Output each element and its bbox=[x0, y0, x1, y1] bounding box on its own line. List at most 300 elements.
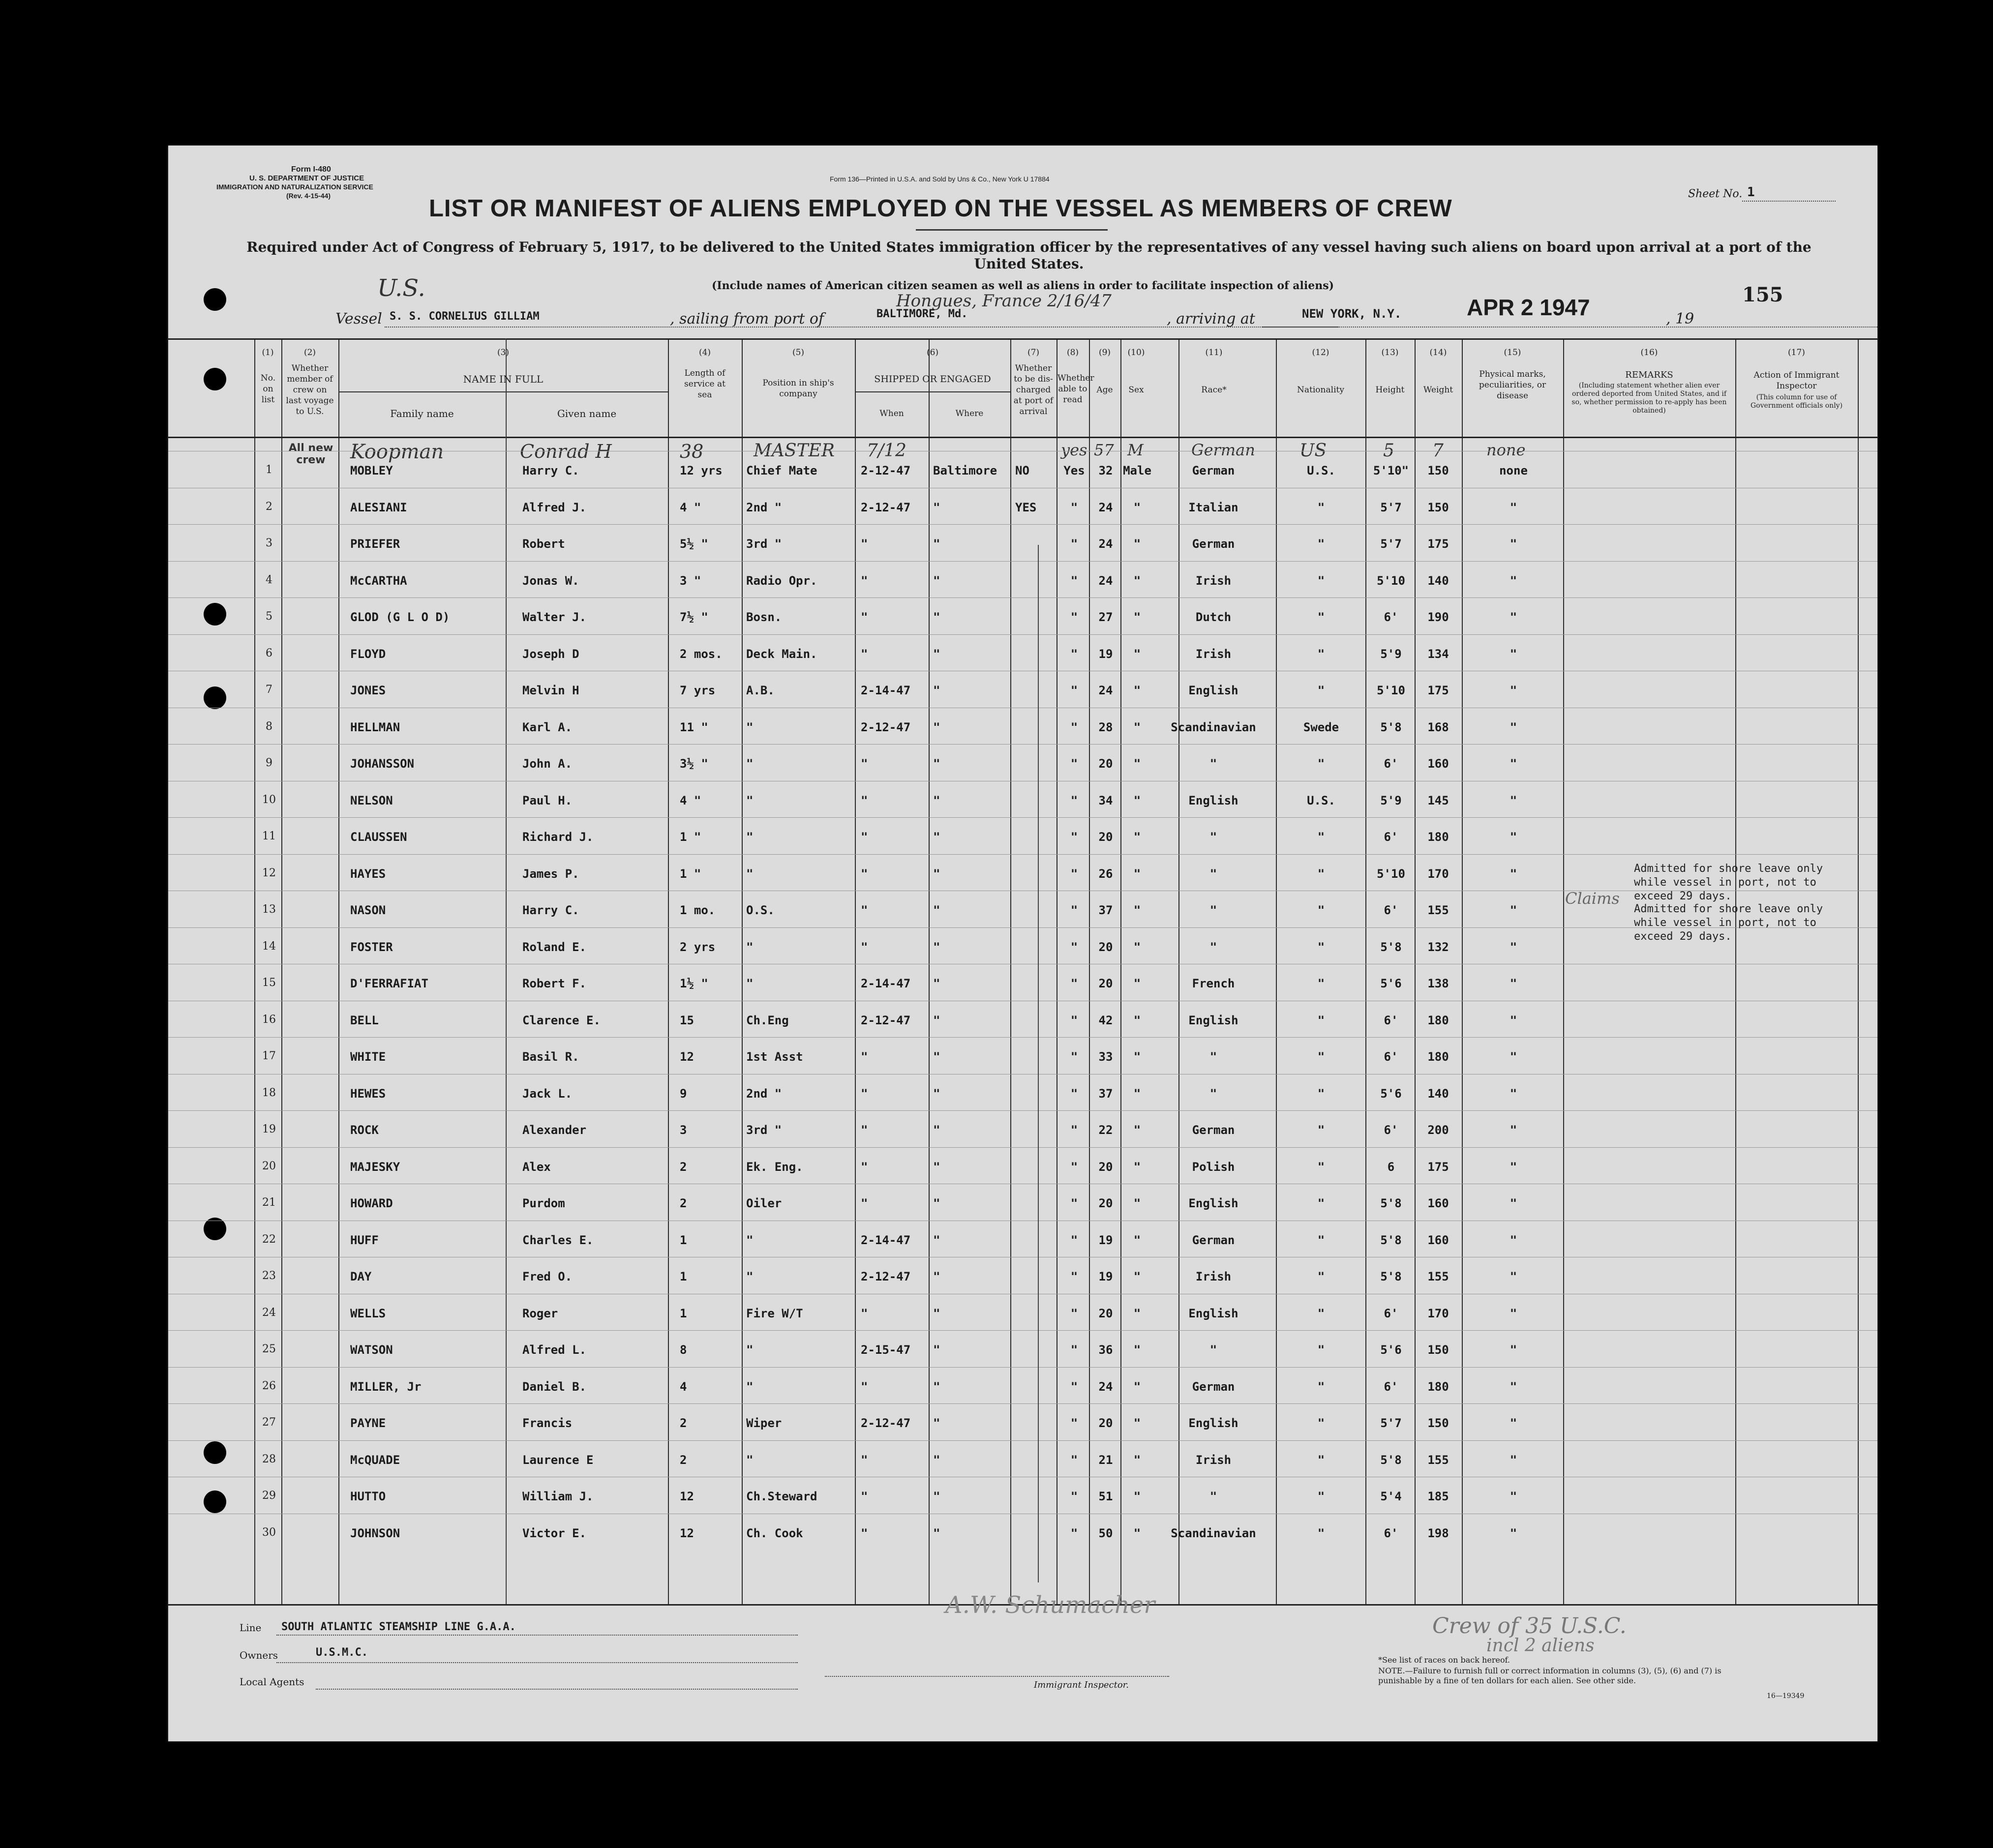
cell-age: 33 bbox=[1098, 1050, 1113, 1064]
cell-when: 2-12-47 bbox=[861, 464, 911, 477]
cell-sex: " bbox=[1133, 1233, 1141, 1247]
cell-sex: " bbox=[1133, 1123, 1141, 1137]
row-rule bbox=[168, 1037, 1877, 1038]
cell-service: 1 bbox=[680, 1307, 687, 1320]
col10-num: (10) bbox=[1127, 348, 1145, 358]
cell-position: " bbox=[746, 830, 754, 844]
cell-race: French bbox=[1192, 977, 1235, 990]
cell-position: " bbox=[746, 1453, 754, 1467]
cell-age: 20 bbox=[1098, 1196, 1113, 1210]
cell-position: " bbox=[746, 1270, 754, 1283]
inspector-signature: A.W. Schumacher bbox=[945, 1591, 1155, 1619]
cell-weight: 155 bbox=[1427, 1453, 1449, 1467]
cell-read: " bbox=[1070, 1050, 1078, 1064]
cell-position: " bbox=[746, 1343, 754, 1357]
cell-no: 9 bbox=[266, 757, 272, 769]
cell-height: 5'8 bbox=[1380, 1270, 1402, 1283]
cell-service: 4 " bbox=[680, 794, 701, 807]
cell-position: " bbox=[746, 1233, 754, 1247]
cell-weight: 185 bbox=[1427, 1490, 1449, 1503]
cell-weight: 150 bbox=[1427, 1416, 1449, 1430]
cell-age: 20 bbox=[1098, 830, 1113, 844]
col-divider bbox=[855, 338, 856, 1605]
cell-nat: " bbox=[1317, 684, 1325, 697]
cell-read: " bbox=[1070, 1270, 1078, 1283]
col6a-header: When bbox=[879, 409, 904, 418]
cell-marks: " bbox=[1510, 1526, 1517, 1540]
cell-when: " bbox=[861, 1453, 868, 1467]
cell-nat: " bbox=[1317, 1196, 1325, 1210]
cell-sex: " bbox=[1133, 1270, 1141, 1283]
cell-given: Charles E. bbox=[522, 1233, 594, 1247]
master-given: Conrad H bbox=[520, 441, 612, 462]
cell-no: 16 bbox=[262, 1013, 276, 1026]
col3a-header: Family name bbox=[390, 408, 454, 419]
cell-given: Jack L. bbox=[522, 1087, 573, 1101]
cell-race: " bbox=[1209, 1050, 1217, 1064]
master-when: 7/12 bbox=[867, 441, 906, 461]
cell-sex: " bbox=[1133, 1526, 1141, 1540]
cell-marks: " bbox=[1510, 501, 1517, 514]
cell-family: MAJESKY bbox=[350, 1160, 400, 1174]
cell-read: " bbox=[1070, 940, 1078, 954]
cell-read: " bbox=[1070, 1233, 1078, 1247]
cell-read: " bbox=[1070, 794, 1078, 807]
col-divider bbox=[1120, 338, 1121, 1605]
cell-where: " bbox=[933, 757, 940, 771]
col12-num: (12) bbox=[1312, 348, 1329, 358]
cell-no: 4 bbox=[266, 574, 272, 586]
cell-service: 2 yrs bbox=[680, 940, 716, 954]
cell-height: 6' bbox=[1384, 757, 1398, 771]
col2-num: (2) bbox=[303, 348, 316, 358]
cell-where: " bbox=[933, 647, 940, 661]
cell-family: CLAUSSEN bbox=[350, 830, 407, 844]
cell-no: 24 bbox=[262, 1307, 276, 1319]
cell-no: 23 bbox=[262, 1270, 276, 1282]
cell-position: Fire W/T bbox=[746, 1307, 803, 1320]
col1-header: No. on list bbox=[260, 373, 276, 405]
col14-header: Weight bbox=[1423, 385, 1453, 395]
cell-weight: 180 bbox=[1427, 830, 1449, 844]
cell-height: 6' bbox=[1384, 1050, 1398, 1064]
cell-read: " bbox=[1070, 1087, 1078, 1101]
row-rule bbox=[168, 927, 1877, 928]
cell-nat: " bbox=[1317, 1380, 1325, 1394]
cell-height: 5'8 bbox=[1380, 940, 1402, 954]
cell-no: 19 bbox=[262, 1123, 276, 1135]
cell-age: 24 bbox=[1098, 1380, 1113, 1394]
cell-given: Alexander bbox=[522, 1123, 587, 1137]
cell-family: HUTTO bbox=[350, 1490, 386, 1503]
cell-nat: " bbox=[1317, 1453, 1325, 1467]
cell-given: John A. bbox=[522, 757, 573, 771]
cell-sex: " bbox=[1133, 501, 1141, 514]
cell-height: 5'6 bbox=[1380, 1343, 1402, 1357]
cell-service: 1 " bbox=[680, 830, 701, 844]
table-top-rule bbox=[168, 338, 1877, 340]
cell-service: 12 yrs bbox=[680, 464, 723, 477]
col17-num: (17) bbox=[1788, 348, 1805, 358]
col16-header: REMARKS bbox=[1625, 370, 1673, 380]
cell-no: 11 bbox=[262, 830, 276, 842]
cell-weight: 140 bbox=[1427, 1087, 1449, 1101]
cell-service: 1 " bbox=[680, 867, 701, 881]
cell-nat: " bbox=[1317, 1270, 1325, 1283]
cell-race: German bbox=[1192, 1123, 1235, 1137]
cell-weight: 140 bbox=[1427, 574, 1449, 588]
form-number: Form I-480 bbox=[291, 165, 331, 174]
cell-sex: " bbox=[1133, 1416, 1141, 1430]
crew-count-note: Crew of 35 U.S.C. bbox=[1432, 1613, 1627, 1639]
cell-given: James P. bbox=[522, 867, 579, 881]
cell-nat: " bbox=[1317, 903, 1325, 917]
cell-marks: none bbox=[1499, 464, 1528, 477]
cell-nat: " bbox=[1317, 1307, 1325, 1320]
arriving-line bbox=[1263, 327, 1877, 328]
cell-race: English bbox=[1188, 1307, 1238, 1320]
footer-note: NOTE.—Failure to furnish full or correct information in columns (3), (5), (6) and (7) is punishable by a fine of ten dollars for each alien. See other side. bbox=[1378, 1666, 1721, 1685]
title-rule bbox=[916, 229, 1108, 231]
cell-weight: 175 bbox=[1427, 684, 1449, 697]
cell-race: Irish bbox=[1195, 574, 1232, 588]
cell-given: Francis bbox=[522, 1416, 573, 1430]
cell-marks: " bbox=[1510, 1013, 1517, 1027]
cell-family: JOHANSSON bbox=[350, 757, 415, 771]
cell-service: 4 " bbox=[680, 501, 701, 514]
subtitle: Required under Act of Congress of February 5, 1917, to be delivered to the United States immigration officer by the representatives of any vessel having such aliens on board upon arrival at a port of the United States. bbox=[246, 239, 1812, 272]
cell-discharge: NO bbox=[1015, 464, 1029, 477]
col9-num: (9) bbox=[1098, 348, 1111, 358]
master-nationality: US bbox=[1299, 441, 1327, 461]
cell-family: FLOYD bbox=[350, 647, 386, 661]
cell-age: 37 bbox=[1098, 1087, 1113, 1101]
cell-family: D'FERRAFIAT bbox=[350, 977, 428, 990]
cell-where: " bbox=[933, 1490, 940, 1503]
cell-read: " bbox=[1070, 501, 1078, 514]
col16-num: (16) bbox=[1640, 348, 1658, 358]
cell-race: German bbox=[1192, 1233, 1235, 1247]
col9-header: Age bbox=[1096, 385, 1113, 395]
col-divider bbox=[281, 338, 282, 1605]
cell-age: 24 bbox=[1098, 574, 1113, 588]
cell-height: 5'6 bbox=[1380, 977, 1402, 990]
cell-where: " bbox=[933, 537, 940, 551]
col6b-header: Where bbox=[955, 409, 984, 418]
cell-no: 25 bbox=[262, 1343, 276, 1355]
master-read: yes bbox=[1061, 441, 1087, 459]
master-race: German bbox=[1191, 441, 1255, 459]
cell-age: 20 bbox=[1098, 1307, 1113, 1320]
form-code: 16—19349 bbox=[1767, 1692, 1805, 1700]
cell-when: " bbox=[861, 794, 868, 807]
discharge-ditto-line bbox=[1038, 545, 1039, 1582]
cell-nat: " bbox=[1317, 1526, 1325, 1540]
col3b-header: Given name bbox=[557, 408, 617, 419]
cell-age: 19 bbox=[1098, 647, 1113, 661]
cell-nat: " bbox=[1317, 1490, 1325, 1503]
cell-given: Basil R. bbox=[522, 1050, 579, 1064]
sheet-label: Sheet No. bbox=[1688, 188, 1743, 200]
cell-sex: " bbox=[1133, 794, 1141, 807]
cell-marks: " bbox=[1510, 830, 1517, 844]
cell-family: McCARTHA bbox=[350, 574, 407, 588]
cell-marks: " bbox=[1510, 1050, 1517, 1064]
row-rule bbox=[168, 1110, 1877, 1111]
cell-given: Karl A. bbox=[522, 720, 573, 734]
manifest-sheet bbox=[168, 146, 1877, 1741]
port-line bbox=[817, 327, 1339, 328]
cell-weight: 170 bbox=[1427, 867, 1449, 881]
cell-height: 5'7 bbox=[1380, 501, 1402, 514]
cell-position: 3rd " bbox=[746, 1123, 782, 1137]
cell-position: O.S. bbox=[746, 903, 775, 917]
cell-marks: " bbox=[1510, 610, 1517, 624]
cell-no: 2 bbox=[266, 501, 272, 513]
cell-given: Alfred L. bbox=[522, 1343, 587, 1357]
sheet-line bbox=[1742, 201, 1836, 202]
col8-header: Whether able to read bbox=[1057, 373, 1094, 405]
cell-marks: " bbox=[1510, 537, 1517, 551]
cell-weight: 134 bbox=[1427, 647, 1449, 661]
inspector-rule bbox=[825, 1676, 1169, 1677]
cell-age: 50 bbox=[1098, 1526, 1113, 1540]
cell-service: 7½ " bbox=[680, 610, 708, 624]
cell-position: 2nd " bbox=[746, 1087, 782, 1101]
col3-num: (3) bbox=[497, 348, 510, 358]
cell-read: " bbox=[1070, 647, 1078, 661]
cell-service: 2 bbox=[680, 1196, 687, 1210]
cell-read: " bbox=[1070, 1526, 1078, 1540]
cell-family: HUFF bbox=[350, 1233, 379, 1247]
cell-read: " bbox=[1070, 1416, 1078, 1430]
cell-read: " bbox=[1070, 1196, 1078, 1210]
cell-position: " bbox=[746, 720, 754, 734]
cell-height: 6' bbox=[1384, 1526, 1398, 1540]
cell-read: " bbox=[1070, 1160, 1078, 1174]
cell-where: " bbox=[933, 1416, 940, 1430]
cell-no: 1 bbox=[266, 464, 272, 476]
cell-marks: " bbox=[1510, 574, 1517, 588]
cell-race: " bbox=[1209, 867, 1217, 881]
footer-owners-rule bbox=[276, 1662, 798, 1663]
cell-age: 20 bbox=[1098, 757, 1113, 771]
cell-given: Roland E. bbox=[522, 940, 587, 954]
col7-num: (7) bbox=[1027, 348, 1040, 358]
cell-when: 2-14-47 bbox=[861, 977, 911, 990]
cell-when: " bbox=[861, 610, 868, 624]
cell-race: Polish bbox=[1192, 1160, 1235, 1174]
cell-marks: " bbox=[1510, 684, 1517, 697]
cell-when: " bbox=[861, 574, 868, 588]
cell-age: 20 bbox=[1098, 1160, 1113, 1174]
inspector-label: Immigrant Inspector. bbox=[1034, 1680, 1129, 1690]
cell-when: 2-12-47 bbox=[861, 1270, 911, 1283]
col-divider bbox=[338, 338, 339, 1605]
col15-header: Physical marks, peculiarities, or disease bbox=[1479, 369, 1546, 401]
cell-sex: " bbox=[1133, 1490, 1141, 1503]
cell-nat: " bbox=[1317, 1343, 1325, 1357]
cell-marks: " bbox=[1510, 1416, 1517, 1430]
cell-read: " bbox=[1070, 684, 1078, 697]
cell-service: 1 bbox=[680, 1270, 687, 1283]
cell-sex: " bbox=[1133, 720, 1141, 734]
cell-weight: 150 bbox=[1427, 464, 1449, 477]
row-rule bbox=[168, 524, 1877, 525]
cell-no: 10 bbox=[262, 794, 276, 806]
cell-nat: U.S. bbox=[1307, 794, 1335, 807]
col-divider bbox=[1178, 338, 1179, 1605]
cell-given: Richard J. bbox=[522, 830, 594, 844]
cell-nat: " bbox=[1317, 1050, 1325, 1064]
col-divider bbox=[668, 338, 669, 1605]
cell-sex: " bbox=[1133, 1050, 1141, 1064]
cell-sex: " bbox=[1133, 830, 1141, 844]
col12-header: Nationality bbox=[1297, 385, 1344, 395]
col16-note: (Including statement whether alien ever ordered deported from United States, and if so, whether permission to re-apply has been obtained) bbox=[1571, 382, 1727, 415]
cell-no: 15 bbox=[262, 977, 276, 989]
cell-family: PRIEFER bbox=[350, 537, 400, 551]
crew-count-note-2: incl 2 aliens bbox=[1486, 1636, 1595, 1656]
cell-service: 12 bbox=[680, 1526, 694, 1540]
cell-nat: " bbox=[1317, 537, 1325, 551]
cell-race: Irish bbox=[1195, 1453, 1232, 1467]
col-divider bbox=[742, 338, 743, 1605]
cell-read: " bbox=[1070, 1453, 1078, 1467]
cell-where: " bbox=[933, 1380, 940, 1394]
cell-weight: 170 bbox=[1427, 1307, 1449, 1320]
cell-read: " bbox=[1070, 1343, 1078, 1357]
cell-family: ALESIANI bbox=[350, 501, 407, 514]
cell-when: 2-12-47 bbox=[861, 1416, 911, 1430]
cell-race: German bbox=[1192, 537, 1235, 551]
cell-sex: " bbox=[1133, 903, 1141, 917]
cell-when: " bbox=[861, 647, 868, 661]
cell-weight: 175 bbox=[1427, 1160, 1449, 1174]
cell-position: 3rd " bbox=[746, 537, 782, 551]
col11-header: Race* bbox=[1201, 385, 1227, 395]
cell-where: " bbox=[933, 1233, 940, 1247]
cell-no: 14 bbox=[262, 940, 276, 953]
cell-given: Alex bbox=[522, 1160, 551, 1174]
cell-no: 7 bbox=[266, 684, 272, 696]
cell-where: " bbox=[933, 574, 940, 588]
col7-header: Whether to be dis-charged at port of arrival bbox=[1013, 363, 1054, 417]
cell-read: " bbox=[1070, 537, 1078, 551]
col6-num: (6) bbox=[926, 348, 939, 358]
port-typed: BALTIMORE, Md. bbox=[876, 308, 968, 320]
cell-no: 29 bbox=[262, 1490, 276, 1502]
row-rule bbox=[168, 1330, 1877, 1331]
cell-position: Ch.Steward bbox=[746, 1490, 817, 1503]
cell-weight: 155 bbox=[1427, 1270, 1449, 1283]
cell-height: 5'8 bbox=[1380, 1196, 1402, 1210]
cell-nat: " bbox=[1317, 574, 1325, 588]
cell-when: 2-14-47 bbox=[861, 1233, 911, 1247]
row-rule bbox=[168, 634, 1877, 635]
cell-marks: " bbox=[1510, 1233, 1517, 1247]
cell-nat: Swede bbox=[1303, 720, 1339, 734]
cell-marks: " bbox=[1510, 1380, 1517, 1394]
cell-when: 2-12-47 bbox=[861, 720, 911, 734]
cell-height: 5'7 bbox=[1380, 1416, 1402, 1430]
vessel-name: S. S. CORNELIUS GILLIAM bbox=[390, 310, 540, 323]
cell-position: Ch. Cook bbox=[746, 1526, 803, 1540]
master-position: MASTER bbox=[754, 441, 835, 461]
footer-line-label: Line bbox=[240, 1622, 262, 1634]
cell-where: " bbox=[933, 1453, 940, 1467]
cell-weight: 200 bbox=[1427, 1123, 1449, 1137]
cell-no: 20 bbox=[262, 1160, 276, 1172]
cell-given: Paul H. bbox=[522, 794, 573, 807]
cell-given: Walter J. bbox=[522, 610, 587, 624]
cell-service: 1 mo. bbox=[680, 903, 716, 917]
cell-marks: " bbox=[1510, 1307, 1517, 1320]
cell-family: NASON bbox=[350, 903, 386, 917]
col14-num: (14) bbox=[1429, 348, 1447, 358]
col10-header: Sex bbox=[1128, 385, 1144, 395]
cell-race: Scandinavian bbox=[1171, 1526, 1256, 1540]
row-rule bbox=[168, 854, 1877, 855]
cell-read: Yes bbox=[1063, 464, 1085, 477]
cell-race: English bbox=[1188, 1013, 1238, 1027]
cell-marks: " bbox=[1510, 757, 1517, 771]
cell-where: " bbox=[933, 794, 940, 807]
cell-marks: " bbox=[1510, 1123, 1517, 1137]
cell-service: 11 " bbox=[680, 720, 708, 734]
master-family: Koopman bbox=[350, 441, 444, 463]
cell-family: WHITE bbox=[350, 1050, 386, 1064]
cell-where: " bbox=[933, 1123, 940, 1137]
cell-position: " bbox=[746, 867, 754, 881]
cell-sex: " bbox=[1133, 977, 1141, 990]
cell-position: Deck Main. bbox=[746, 647, 817, 661]
cell-position: A.B. bbox=[746, 684, 775, 697]
cell-when: 2-14-47 bbox=[861, 684, 911, 697]
cell-where: Baltimore bbox=[933, 464, 997, 477]
cell-sex: " bbox=[1133, 1013, 1141, 1027]
cell-marks: " bbox=[1510, 1087, 1517, 1101]
cell-no: 22 bbox=[262, 1233, 276, 1246]
cell-weight: 160 bbox=[1427, 1233, 1449, 1247]
cell-height: 5'10 bbox=[1377, 574, 1405, 588]
cell-where: " bbox=[933, 977, 940, 990]
cell-age: 19 bbox=[1098, 1233, 1113, 1247]
cell-weight: 145 bbox=[1427, 794, 1449, 807]
cell-no: 30 bbox=[262, 1526, 276, 1539]
cell-service: 12 bbox=[680, 1050, 694, 1064]
cell-where: " bbox=[933, 830, 940, 844]
port-handwritten: Hongues, France 2/16/47 bbox=[896, 291, 1112, 311]
cell-race: " bbox=[1209, 940, 1217, 954]
cell-sex: " bbox=[1133, 757, 1141, 771]
cell-sex: " bbox=[1133, 1453, 1141, 1467]
col-divider bbox=[1858, 338, 1859, 1605]
cell-no: 3 bbox=[266, 537, 272, 549]
cell-given: Joseph D bbox=[522, 647, 579, 661]
cell-height: 5'9 bbox=[1380, 647, 1402, 661]
cell-when: 2-12-47 bbox=[861, 501, 911, 514]
col17-header: Action of Immigrant Inspector bbox=[1753, 370, 1840, 391]
cell-weight: 150 bbox=[1427, 1343, 1449, 1357]
col2-header: Whether member of crew on last voyage to U.S. bbox=[286, 363, 334, 417]
cell-where: " bbox=[933, 1087, 940, 1101]
cell-sex: " bbox=[1133, 1380, 1141, 1394]
cell-weight: 180 bbox=[1427, 1013, 1449, 1027]
cell-discharge: YES bbox=[1015, 501, 1037, 514]
cell-family: HELLMAN bbox=[350, 720, 400, 734]
cell-age: 27 bbox=[1098, 610, 1113, 624]
